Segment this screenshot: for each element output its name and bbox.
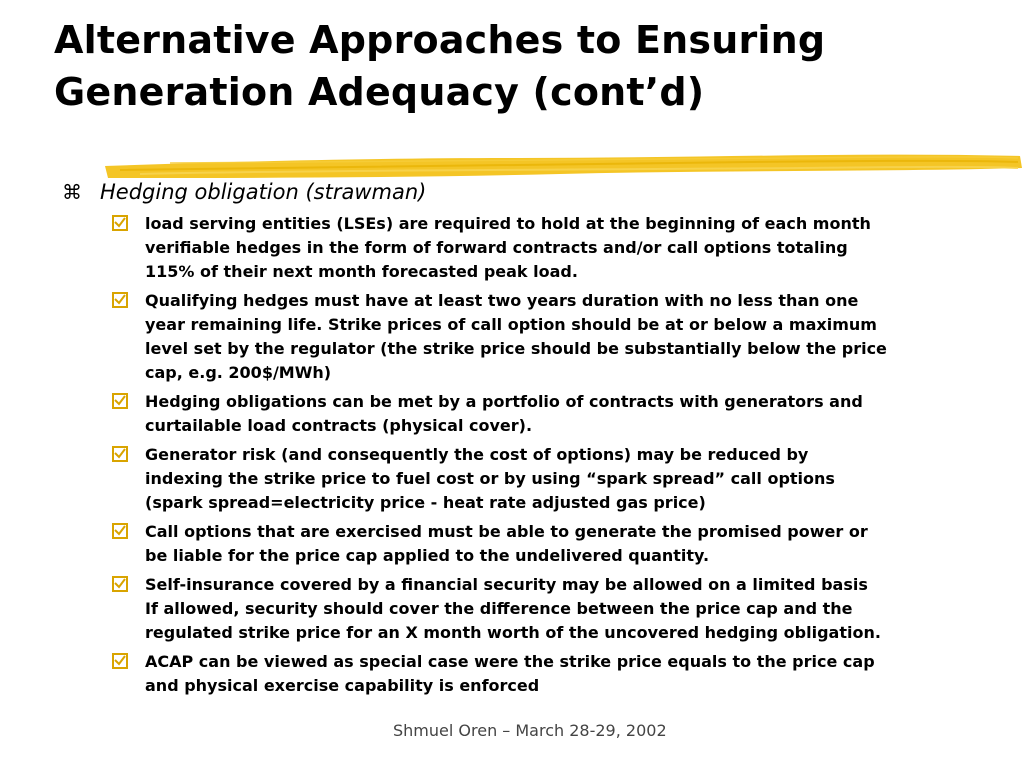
checkbox-icon <box>112 446 128 462</box>
checkbox-icon <box>112 292 128 308</box>
text-line: Generator risk (and consequently the cost of options) may be reduced by <box>145 445 809 464</box>
sub-bullet-text <box>145 289 967 385</box>
text-line: be liable for the price cap applied to the undelivered quantity. <box>145 546 710 565</box>
sub-bullet-list <box>112 212 972 703</box>
list-item <box>112 520 972 568</box>
list-item <box>112 390 972 438</box>
text-line: year remaining life. Strike prices of call option should be at or below a maximum <box>145 315 877 334</box>
sub-bullet-text <box>145 573 967 645</box>
title-line: Generation Adequacy (cont’d) <box>54 70 705 114</box>
text-line: and physical exercise capability is enforced <box>145 676 540 695</box>
command-icon: ⌘ <box>62 180 82 204</box>
text-line: regulated strike price for an X month worth of the uncovered hedging obligation. <box>145 623 881 642</box>
main-bullet <box>62 177 962 207</box>
text-line: indexing the strike price to fuel cost or by using “spark spread” call options <box>145 469 835 488</box>
checkbox-icon <box>112 653 128 669</box>
sub-bullet-text <box>145 443 967 515</box>
list-item <box>112 289 972 385</box>
sub-bullet-text <box>145 390 967 438</box>
list-item <box>112 212 972 284</box>
text-line: Self-insurance covered by a financial security may be allowed on a limited basis <box>145 575 868 594</box>
text-line: cap, e.g. 200$/MWh) <box>145 363 332 382</box>
checkbox-icon <box>112 523 128 539</box>
text-line: load serving entities (LSEs) are required to hold at the beginning of each month <box>145 214 871 233</box>
text-line: Hedging obligations can be met by a portfolio of contracts with generators and <box>145 392 863 411</box>
list-item <box>112 443 972 515</box>
sub-bullet-text <box>145 212 967 284</box>
slide-title <box>54 14 994 118</box>
list-item <box>112 573 972 645</box>
text-line: verifiable hedges in the form of forward contracts and/or call options totaling <box>145 238 848 257</box>
text-line: level set by the regulator (the strike price should be substantially below the price <box>145 339 887 358</box>
footer-text: Shmuel Oren – March 28-29, 2002 <box>393 721 667 740</box>
sub-bullet-text <box>145 650 967 698</box>
list-item <box>112 650 972 698</box>
checkbox-icon <box>112 393 128 409</box>
text-line: Qualifying hedges must have at least two years duration with no less than one <box>145 291 859 310</box>
title-line: Alternative Approaches to Ensuring <box>54 18 826 62</box>
text-line: curtailable load contracts (physical cover). <box>145 416 533 435</box>
checkbox-icon <box>112 215 128 231</box>
checkbox-icon <box>112 576 128 592</box>
main-bullet-text: Hedging obligation (strawman) <box>100 180 427 204</box>
text-line: Call options that are exercised must be able to generate the promised power or <box>145 522 868 541</box>
text-line: 115% of their next month forecasted peak load. <box>145 262 578 281</box>
text-line: (spark spread=electricity price - heat rate adjusted gas price) <box>145 493 706 512</box>
sub-bullet-text <box>145 520 967 568</box>
text-line: ACAP can be viewed as special case were the strike price equals to the price cap <box>145 652 875 671</box>
text-line: If allowed, security should cover the difference between the price cap and the <box>145 599 853 618</box>
